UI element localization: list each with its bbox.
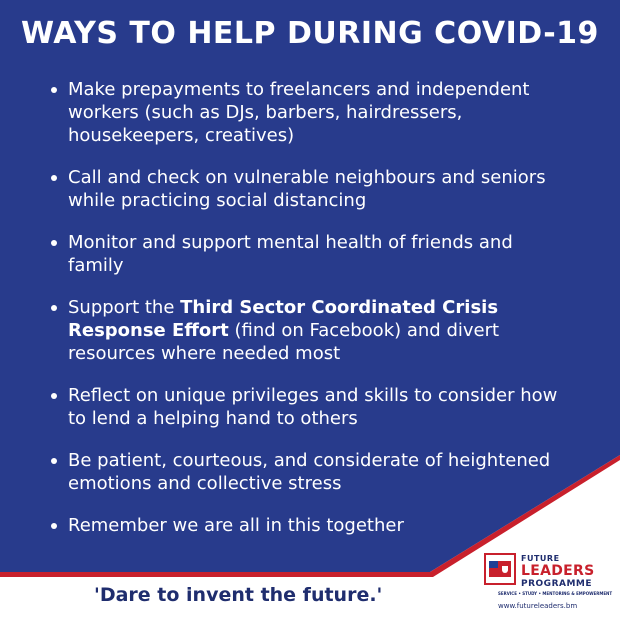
logo-motto: SERVICE • STUDY • MENTORING & EMPOWERMENT: [498, 591, 613, 596]
list-item-text: Make prepayments to freelancers and independent workers (such as DJs, barbers, hairdressers, housekeepers, creatives): [68, 79, 530, 146]
list-item: [50, 166, 560, 212]
future-leaders-logo: [484, 553, 614, 615]
list-item: [50, 514, 560, 537]
logo-line-programme: PROGRAMME: [521, 579, 593, 589]
list-item: [50, 384, 560, 430]
page-title: WAYS TO HELP DURING COVID-19: [21, 16, 599, 51]
list-item-text-after: (find on Facebook) and divert resources where needed most: [68, 320, 500, 364]
website-url: www.futureleaders.bm: [498, 602, 578, 610]
list-item: [50, 449, 560, 495]
list-item-text: Monitor and support mental health of friends and family: [68, 232, 513, 276]
list-item: [50, 78, 560, 147]
logo-line-leaders: LEADERS: [521, 563, 595, 579]
list-item-text: Be patient, courteous, and considerate of heightened emotions and collective stress: [68, 450, 551, 494]
list-item: [50, 296, 560, 365]
bermuda-flag-icon: [489, 561, 511, 577]
list-item: [50, 231, 560, 277]
flag-shield-icon: [502, 566, 508, 573]
list-item-text-bold: Third Sector Coordinated Crisis Response Effort: [68, 297, 499, 341]
flag-canton: [489, 561, 498, 568]
list-item-text-before: Support the: [68, 297, 181, 318]
logo-line-future: FUTURE: [521, 554, 560, 563]
logo-emblem: [484, 553, 516, 585]
help-list: [50, 78, 560, 556]
tagline: 'Dare to invent the future.': [94, 584, 383, 606]
list-item-text: Call and check on vulnerable neighbours and seniors while practicing social distancing: [68, 167, 546, 211]
list-item-text: Reflect on unique privileges and skills to consider how to lend a helping hand to others: [68, 385, 558, 429]
list-item-text: Remember we are all in this together: [68, 515, 404, 536]
